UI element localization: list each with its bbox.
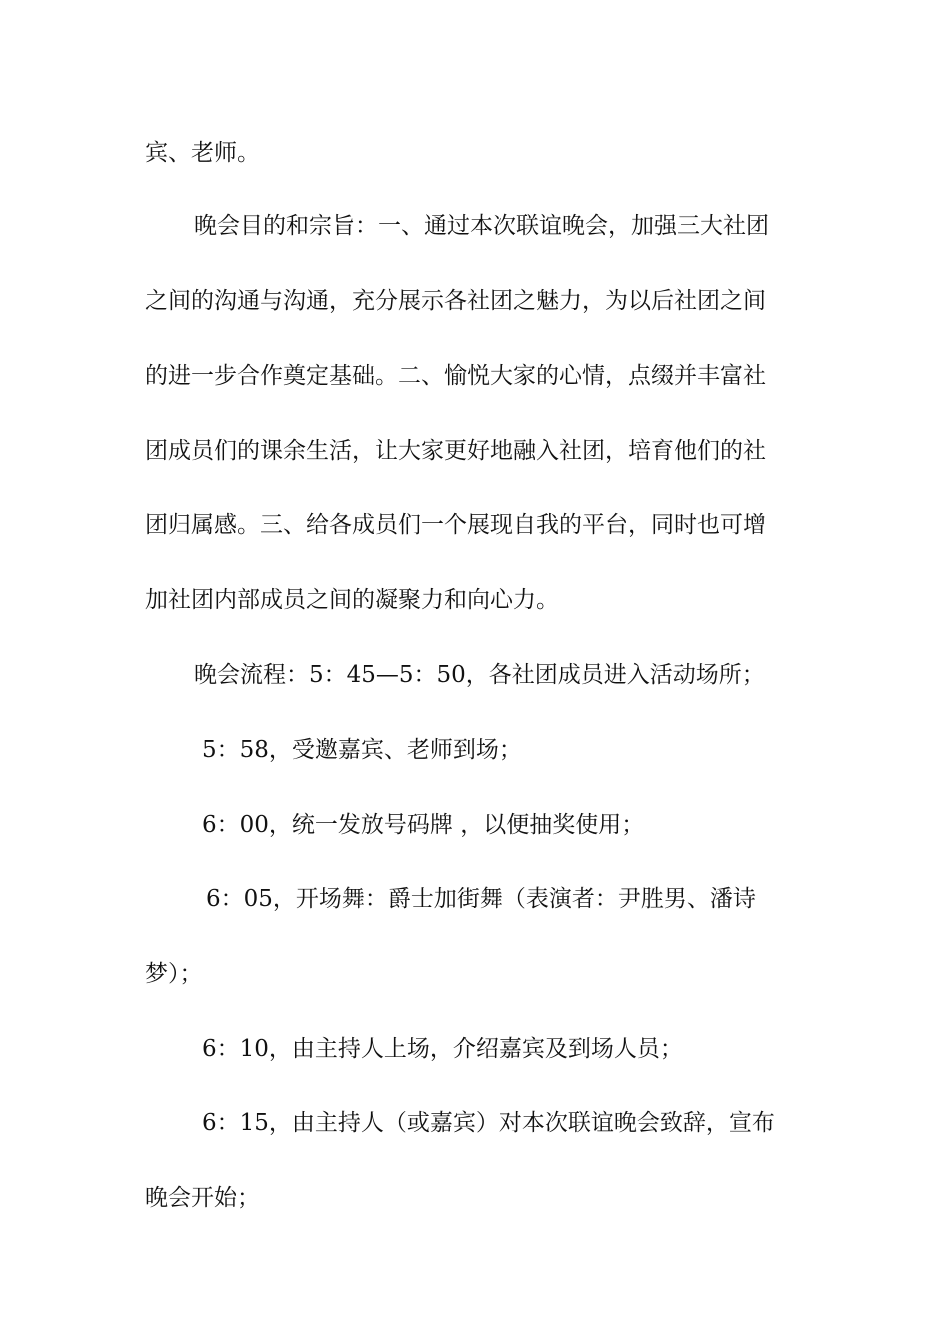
text-line: 宾、老师。 [145, 140, 260, 166]
text-line: 之间的沟通与沟通，充分展示各社团之魅力，为以后社团之间 [145, 288, 766, 314]
text-line: 晚会开始； [145, 1185, 260, 1211]
text-line: 晚会目的和宗旨：一、通过本次联谊晚会，加强三大社团 [194, 213, 769, 239]
text-line: 6：15，由主持人（或嘉宾）对本次联谊晚会致辞，宣布 [202, 1110, 775, 1136]
text-line: 梦）； [145, 961, 203, 987]
text-line: 团归属感。三、给各成员们一个展现自我的平台，同时也可增 [145, 512, 766, 538]
text-line: 团成员们的课余生活，让大家更好地融入社团，培育他们的社 [145, 438, 766, 464]
text-line: 的进一步合作奠定基础。二、愉悦大家的心情，点缀并丰富社 [145, 363, 766, 389]
text-line: 6：00，统一发放号码牌 ，以便抽奖使用； [202, 812, 645, 838]
text-line: 5：58，受邀嘉宾、老师到场； [202, 737, 522, 763]
text-line: 加社团内部成员之间的凝聚力和向心力。 [145, 587, 559, 613]
text-line: 6：10，由主持人上场，介绍嘉宾及到场人员； [202, 1036, 683, 1062]
text-line: 6：05，开场舞：爵士加街舞（表演者：尹胜男、潘诗 [206, 886, 756, 912]
text-line: 晚会流程：5：45—5：50，各社团成员进入活动场所； [194, 662, 765, 688]
